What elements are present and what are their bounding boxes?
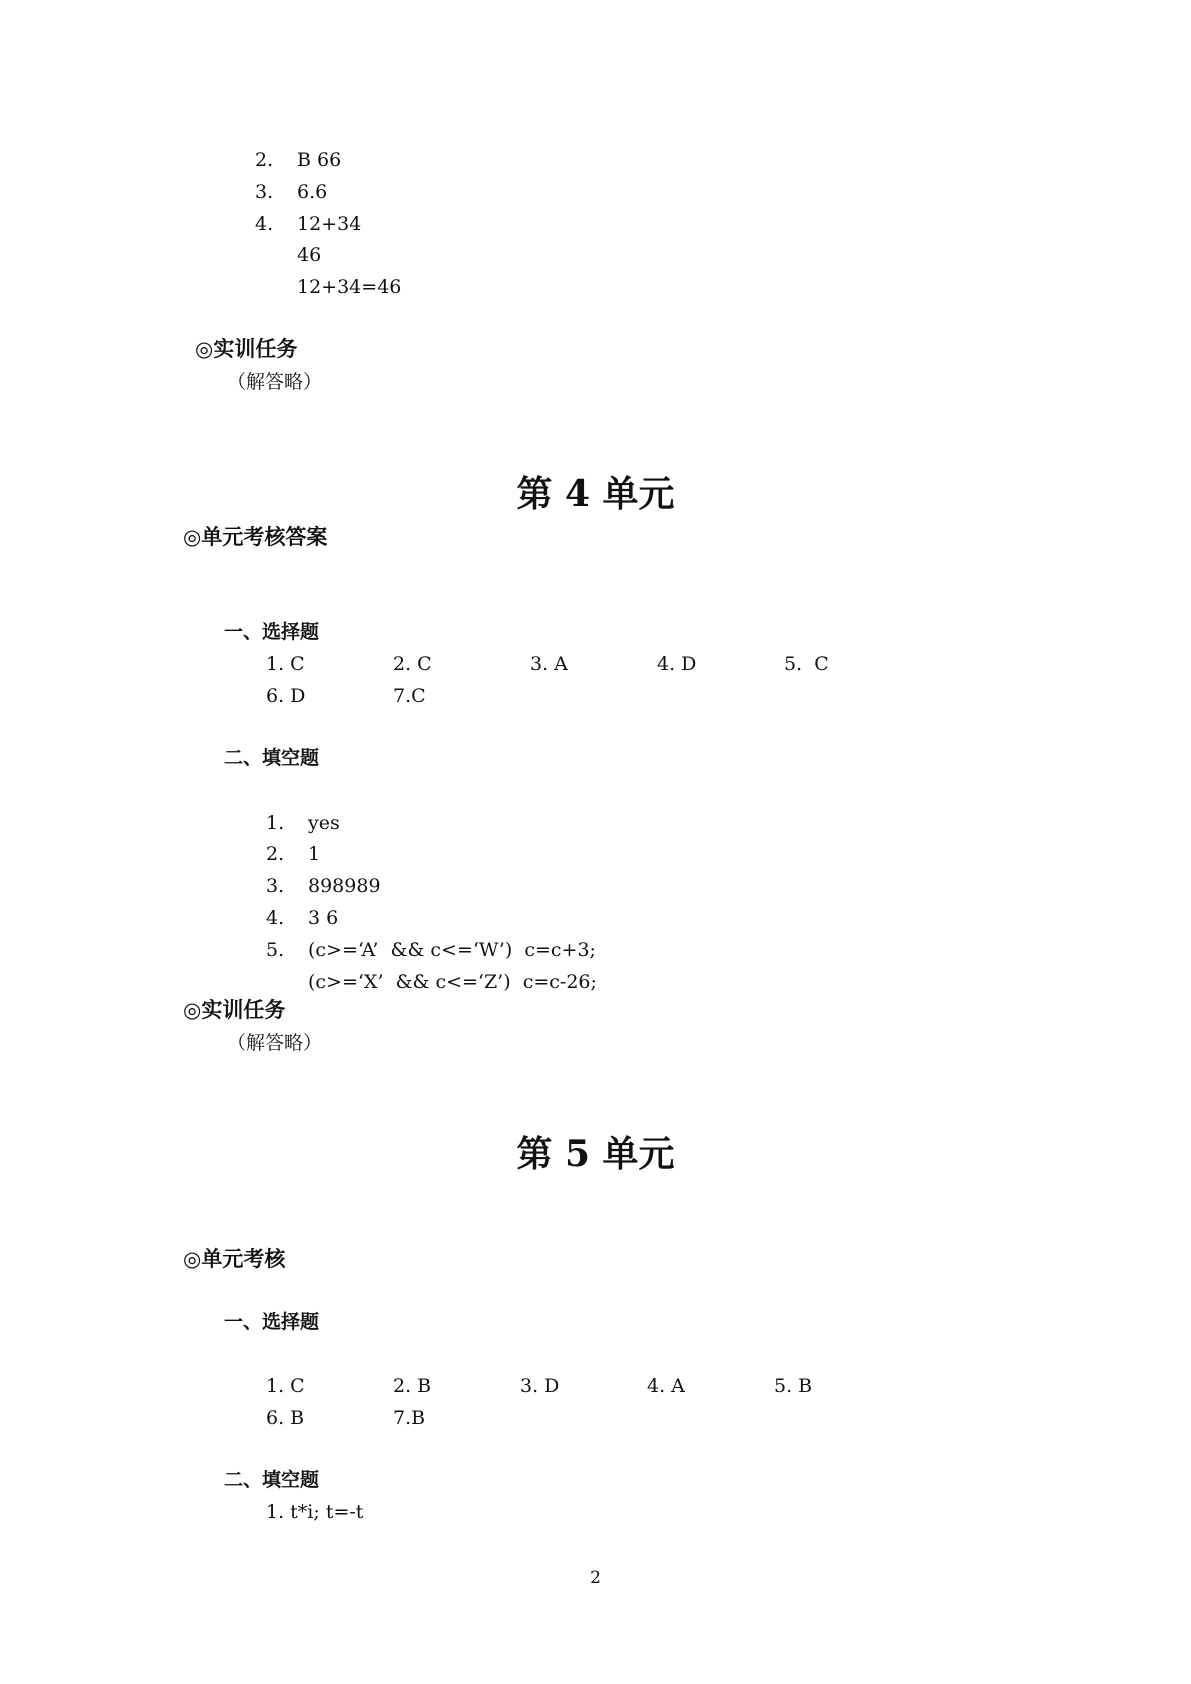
choice-answer: 4. A — [647, 1375, 685, 1397]
answer-text: 3 6 — [308, 907, 339, 929]
answer-text: yes — [308, 812, 340, 834]
choice-answer: 4. D — [657, 653, 697, 675]
note-text: （解答略） — [227, 1032, 323, 1054]
answer-text: 6.6 — [297, 181, 328, 203]
section-heading: ◎单元考核答案 — [183, 525, 328, 549]
list-number: 4. — [266, 907, 285, 929]
page-number: 2 — [590, 1568, 601, 1588]
subsection-heading: 二、填空题 — [224, 1469, 320, 1491]
list-number: 5. — [266, 939, 285, 961]
answer-text: 1. t*i; t=-t — [266, 1501, 364, 1523]
answer-text: 898989 — [308, 875, 381, 897]
list-number: 1. — [266, 812, 285, 834]
choice-answer: 3. D — [520, 1375, 560, 1397]
choice-answer: 6. D — [266, 685, 306, 707]
subsection-heading: 一、选择题 — [224, 1311, 320, 1333]
section-heading: ◎单元考核 — [183, 1247, 286, 1271]
choice-answer: 1. C — [266, 653, 305, 675]
subsection-heading: 二、填空题 — [224, 747, 320, 769]
section-heading: ◎实训任务 — [183, 998, 286, 1022]
subsection-heading: 一、选择题 — [224, 621, 320, 643]
choice-answer: 5. B — [774, 1375, 813, 1397]
choice-answer: 1. C — [266, 1375, 305, 1397]
unit-title: 第 5 单元 — [516, 1133, 675, 1175]
choice-answer: 2. B — [393, 1375, 432, 1397]
note-text: （解答略） — [227, 371, 323, 393]
list-number: 2. — [266, 843, 285, 865]
answer-text: (c>=‘A’ && c<=‘W’) c=c+3; — [308, 939, 596, 961]
list-number: 3. — [266, 875, 285, 897]
choice-answer: 2. C — [393, 653, 432, 675]
choice-answer: 6. B — [266, 1407, 305, 1429]
answer-text: (c>=‘X’ && c<=‘Z’) c=c-26; — [308, 971, 597, 993]
list-number: 3. — [255, 181, 274, 203]
answer-text: B 66 — [297, 149, 342, 171]
list-number: 4. — [255, 213, 274, 235]
choice-answer: 5. C — [784, 653, 829, 675]
list-number: 2. — [255, 149, 274, 171]
choice-answer: 3. A — [530, 653, 568, 675]
choice-answer: 7.C — [393, 685, 426, 707]
unit-title: 第 4 单元 — [516, 473, 675, 515]
choice-answer: 7.B — [393, 1407, 426, 1429]
answer-text: 46 — [297, 244, 322, 266]
answer-text: 12+34=46 — [297, 276, 402, 298]
section-heading: ◎实训任务 — [195, 337, 298, 361]
answer-text: 1 — [308, 843, 321, 865]
answer-text: 12+34 — [297, 213, 362, 235]
